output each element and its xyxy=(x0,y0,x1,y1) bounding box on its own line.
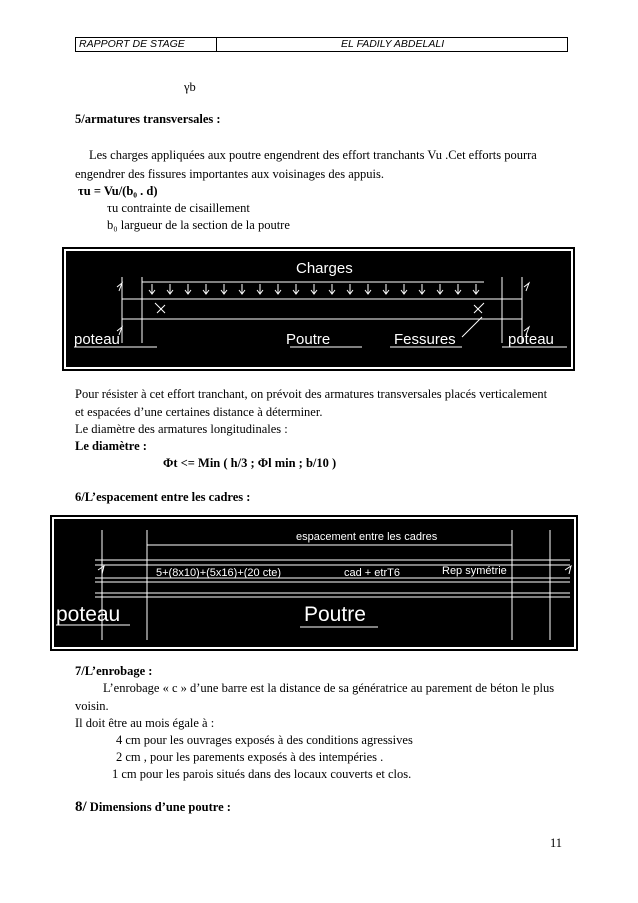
paragraph-1b: engendrer des fissures importantes aux voisinages des appuis. xyxy=(75,167,384,181)
fig1-poteau-left-label: poteau xyxy=(74,331,120,348)
gamma-b: γb xyxy=(184,80,196,94)
section-5-title: 5/armatures transversales : xyxy=(75,112,221,126)
fig1-charges-label: Charges xyxy=(296,260,353,277)
paragraph-2c: Le diamètre des armatures longitudinales : xyxy=(75,422,288,436)
header-right: EL FADILY ABDELALI xyxy=(341,38,445,50)
section-7-title: 7/L’enrobage : xyxy=(75,664,153,678)
paragraph-3a: L’enrobage « c » d’une barre est la distance de sa génératrice au parement de béton le plus xyxy=(103,681,555,695)
paragraph-3c: Il doit être au mois égale à : xyxy=(75,716,215,730)
definition-tau: τu contrainte de cisaillement xyxy=(107,201,250,215)
fig2-poteau-label: poteau xyxy=(56,603,121,626)
fig2-title-label: espacement entre les cadres xyxy=(296,531,438,543)
diameter-formula: Φt <= Min ( h/3 ; Φl min ; b/10 ) xyxy=(163,456,337,470)
figure-charges-diagram xyxy=(62,247,575,371)
fig2-rep-label: Rep symétrie xyxy=(442,565,507,577)
paragraph-2a: Pour résister à cet effort tranchant, on prévoit des armatures transversales placés verticalement xyxy=(75,387,548,401)
diameter-title: Le diamètre : xyxy=(75,439,147,453)
list-item-1: 4 cm pour les ouvrages exposés à des conditions agressives xyxy=(116,733,413,747)
fig2-formula-label: 5+(8x10)+(5x16)+(20 cte) xyxy=(156,567,282,579)
paragraph-3b: voisin. xyxy=(75,699,109,713)
list-item-2: 2 cm , pour les parements exposés à des intempéries . xyxy=(116,750,384,764)
paragraph-1a: Les charges appliquées aux poutre engendrent des effort tranchants Vu .Cet efforts pourra xyxy=(89,148,537,162)
page-number: 11 xyxy=(550,836,563,850)
paragraph-2b: et espacées d’une certaines distance à déterminer. xyxy=(75,405,323,419)
header-left: RAPPORT DE STAGE xyxy=(79,38,185,50)
section-8-text: Dimensions d’une poutre : xyxy=(89,800,231,814)
fig2-poutre-label: Poutre xyxy=(304,603,366,626)
formula-tau: τu = Vu/(b₀ . d) xyxy=(78,184,158,198)
fig1-fessures-label: Fessures xyxy=(394,331,456,348)
list-item-3: 1 cm pour les parois situés dans des locaux couverts et clos. xyxy=(112,767,412,781)
fig1-poutre-label: Poutre xyxy=(286,331,331,348)
header-divider xyxy=(216,38,217,51)
section-8-number: 8/ xyxy=(75,799,87,815)
fig2-cad-label: cad + etrT6 xyxy=(344,567,400,579)
page-header xyxy=(75,37,568,52)
fig1-poteau-right-label: poteau xyxy=(508,331,554,348)
section-8-title xyxy=(75,800,231,815)
figure-spacing-diagram xyxy=(50,515,578,651)
section-6-title: 6/L’espacement entre les cadres : xyxy=(75,490,251,504)
definition-b0: b₀ largueur de la section de la poutre xyxy=(107,218,290,232)
